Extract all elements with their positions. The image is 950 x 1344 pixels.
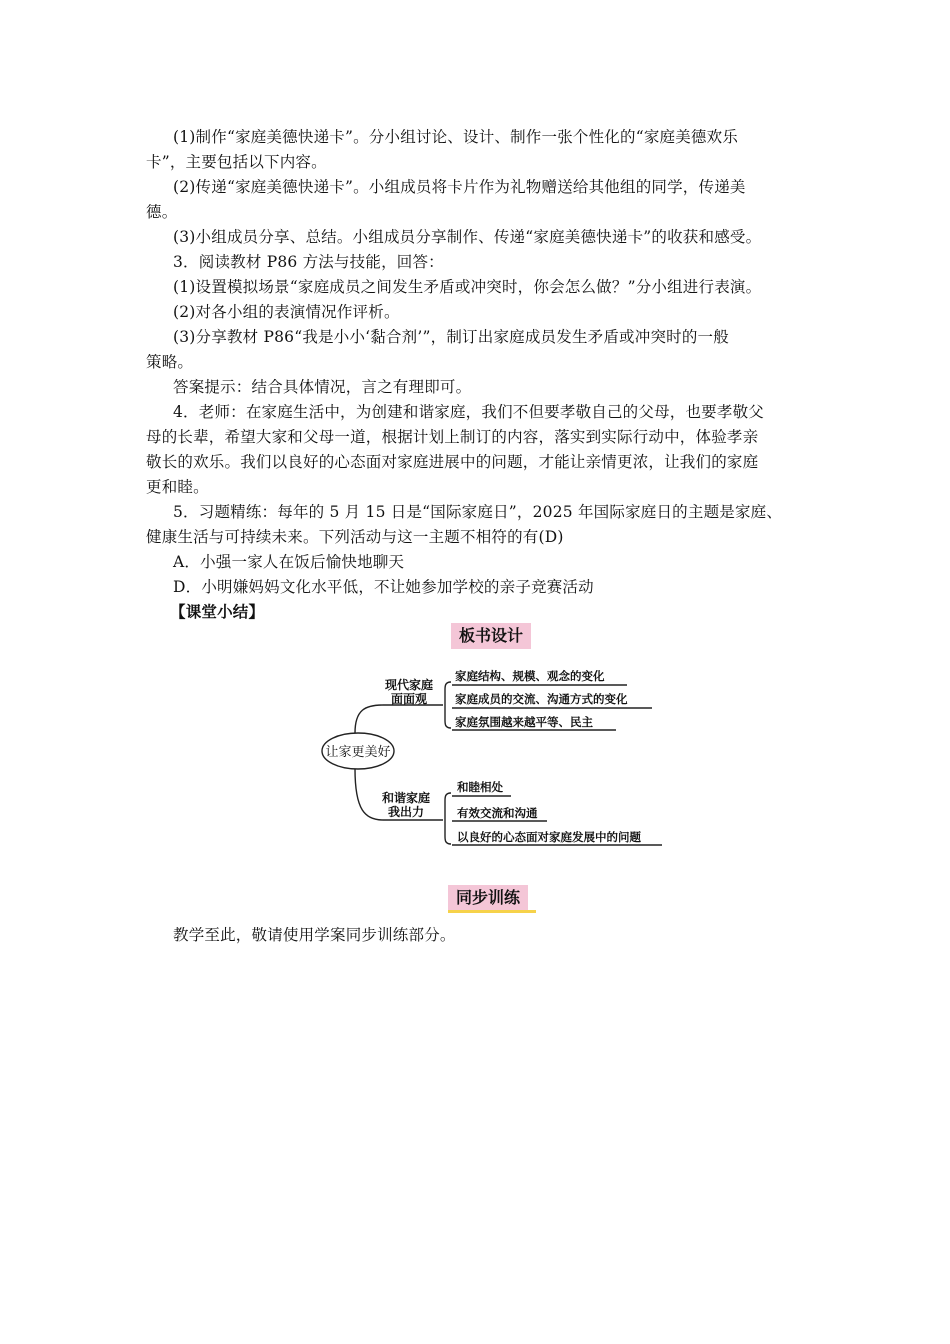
paragraph: 更和睦。	[146, 478, 209, 496]
branch-bottom-item: 和睦相处	[457, 780, 503, 794]
branch-top-item: 家庭氛围越来越平等、民主	[455, 715, 593, 729]
mindmap-branch-top	[355, 705, 443, 733]
option-a: A．小强一家人在饭后愉快地聊天	[173, 553, 405, 571]
paragraph: (2)对各小组的表演情况作评析。	[173, 303, 400, 321]
paragraph: 3．阅读教材 P86 方法与技能，回答：	[173, 253, 444, 271]
branch-top-bracket	[445, 682, 451, 728]
closing-text: 教学至此，敬请使用学案同步训练部分。	[173, 926, 456, 944]
paragraph: (2)传递“家庭美德快递卡”。小组成员将卡片作为礼物赠送给其他组的同学，传递美	[173, 178, 746, 196]
mindmap-diagram	[315, 660, 675, 860]
summary-heading: 【课堂小结】	[170, 602, 265, 621]
option-d: D．小明嫌妈妈文化水平低，不让她参加学校的亲子竞赛活动	[173, 578, 594, 596]
branch-bottom-item: 有效交流和沟通	[457, 806, 538, 820]
paragraph: 敬长的欢乐。我们以良好的心态面对家庭进展中的问题，才能让亲情更浓，让我们的家庭	[146, 453, 759, 471]
sync-training-underline	[448, 910, 536, 913]
branch-bottom-line1: 和谐家庭	[381, 791, 431, 805]
branch-bottom-bracket	[445, 793, 451, 844]
paragraph: 5．习题精练：每年的 5 月 15 日是“国际家庭日”，2025 年国际家庭日的主题是家庭、	[173, 503, 783, 521]
answer-hint: 答案提示：结合具体情况，言之有理即可。	[173, 378, 472, 396]
paragraph: 健康生活与可持续未来。下列活动与这一主题不相符的有(D)	[146, 528, 564, 546]
mindmap-center-label: 让家更美好	[325, 745, 391, 760]
paragraph: (3)分享教材 P86“我是小小‘黏合剂’”，制订出家庭成员发生矛盾或冲突时的一般	[173, 328, 729, 346]
branch-top-line1: 现代家庭	[384, 678, 434, 692]
board-design-badge: 板书设计	[451, 623, 531, 649]
paragraph: 母的长辈，希望大家和父母一道，根据计划上制订的内容，落实到实际行动中，体验孝亲	[146, 428, 759, 446]
paragraph: (1)设置模拟场景“家庭成员之间发生矛盾或冲突时，你会怎么做？”分小组进行表演。	[173, 278, 762, 296]
paragraph: (3)小组成员分享、总结。小组成员分享制作、传递“家庭美德快递卡”的收获和感受。	[173, 228, 762, 246]
paragraph: 德。	[146, 203, 178, 221]
branch-bottom-line2: 我出力	[387, 805, 425, 819]
paragraph: 策略。	[146, 353, 194, 371]
branch-bottom-item: 以良好的心态面对家庭发展中的问题	[457, 830, 641, 844]
branch-top-line2: 面面观	[390, 692, 428, 706]
paragraph: 4．老师：在家庭生活中，为创建和谐家庭，我们不但要孝敬自己的父母，也要孝敬父	[173, 403, 764, 421]
paragraph: 卡”，主要包括以下内容。	[146, 153, 327, 171]
branch-top-item: 家庭成员的交流、沟通方式的变化	[455, 692, 628, 706]
branch-top-item: 家庭结构、规模、观念的变化	[455, 669, 605, 683]
paragraph: (1)制作“家庭美德快递卡”。分小组讨论、设计、制作一张个性化的“家庭美德欢乐	[173, 128, 739, 146]
sync-training-badge: 同步训练	[448, 885, 528, 911]
